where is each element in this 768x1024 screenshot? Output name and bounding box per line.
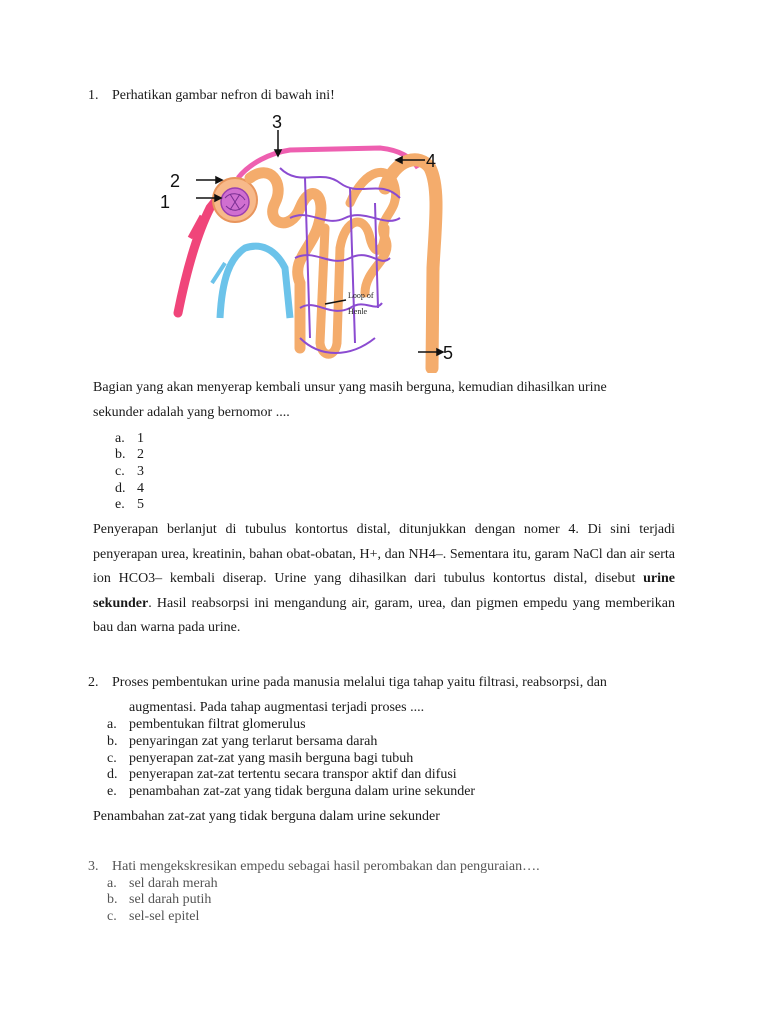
renal-vein [220,246,290,318]
q2-option-b: b. penyaringan zat yang terlarut bersama darah [107,734,378,749]
q2-option-a: a. pembentukan filtrat glomerulus [107,717,306,732]
q1-question-line1: Bagian yang akan menyerap kembali unsur yang masih berguna, kemudian dihasilkan urine [93,380,607,395]
q1-option-c: c. 3 [115,464,144,479]
q2-option-d: d. penyerapan zat-zat tertentu secara transpor aktif dan difusi [107,767,457,782]
q2-number: 2. [88,675,99,690]
q1-option-a: a. 1 [115,431,144,446]
q2-prompt-line2: augmentasi. Pada tahap augmentasi terjadi proses .... [129,700,425,715]
q2-option-e: e. penambahan zat-zat yang tidak berguna dalam urine sekunder [107,784,476,799]
label-3: 3 [272,112,283,132]
q2-prompt-line1: Proses pembentukan urine pada manusia melalui tiga tahap yaitu filtrasi, reabsorpsi, dan [112,675,607,690]
label-2: 2 [170,171,181,191]
loop-label-line1: Loop of [348,291,374,300]
q3-option-b: b. sel darah putih [107,892,212,907]
label-5: 5 [443,343,454,363]
q1-number: 1. [88,88,99,103]
q1-explanation-bold: urine sekunder [93,571,675,611]
nephron-diagram [150,108,495,373]
q3-option-a: a. sel darah merah [107,876,218,891]
loop-label-line2: Henle [348,307,368,316]
q3-number: 3. [88,859,99,874]
q1-explanation: Penyerapan berlanjut di tubulus kontortus distal, ditunjukkan dengan nomer 4. Di sini terjadi penyerapan urea, kreatinin, bahan obat-obatan, H+, dan NH4–. Sementara itu, garam NaCl dan air serta ion HCO3– kembali diserap. Urine yang dihasilkan dari tubulus kontortus distal, disebut urine sekunder. Hasil reabsorpsi ini mengandung air, garam, urea, dan pigmen empedu yang memberikan bau dan warna pada urine. [93,522,675,635]
label-4: 4 [426,151,437,171]
q2-answer: Penambahan zat-zat yang tidak berguna dalam urine sekunder [93,809,440,824]
nephron-figure [150,108,495,373]
q2-option-c: c. penyerapan zat-zat yang masih berguna bagi tubuh [107,751,414,766]
q3-prompt: Hati mengekskresikan empedu sebagai hasil perombakan dan penguraian…. [112,859,540,874]
q1-option-d: d. 4 [115,481,144,496]
q1-question-line2: sekunder adalah yang bernomor .... [93,405,290,420]
label-1: 1 [160,192,171,212]
afferent-artery [178,198,218,313]
q3-option-c: c. sel-sel epitel [107,909,200,924]
q1-prompt: Perhatikan gambar nefron di bawah ini! [112,88,335,103]
q1-option-e: e. 5 [115,497,144,512]
q1-option-b: b. 2 [115,447,144,462]
